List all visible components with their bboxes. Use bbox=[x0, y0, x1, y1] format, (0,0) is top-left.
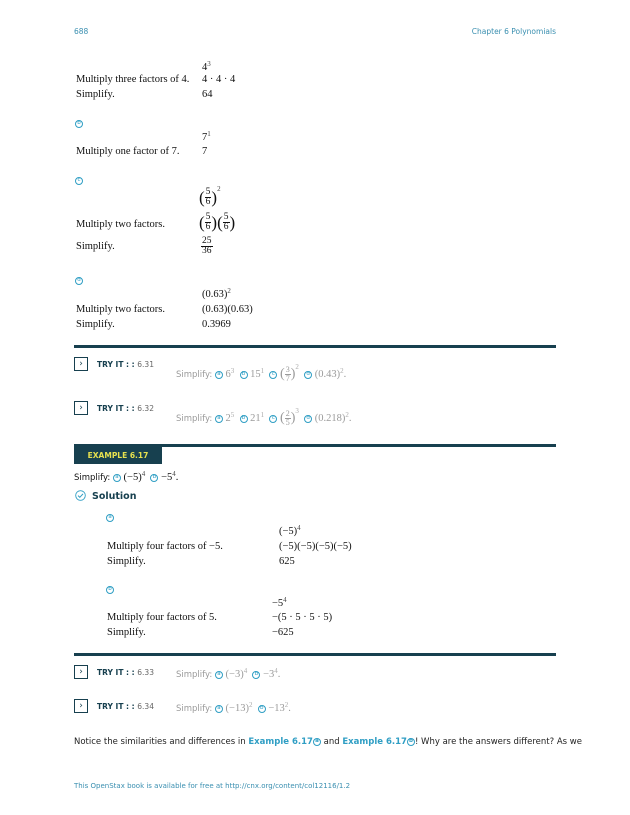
solution-a-step2-label: Simplify. bbox=[107, 556, 146, 567]
try-it-6-33-problem: Simplify: a $(-3)^4$ $b -3^4$. bbox=[176, 667, 281, 680]
example-badge: EXAMPLE 6.17 bbox=[74, 447, 162, 464]
part-d-expression: $(0.63)^2$ bbox=[202, 287, 231, 300]
example-end-divider bbox=[74, 653, 556, 656]
part-d-step1-label: Multiply two factors. bbox=[76, 304, 165, 315]
solution-b-marker-icon: b bbox=[106, 584, 114, 595]
part-c-marker-icon: c bbox=[75, 175, 83, 186]
try-it-6-31-arrow-icon[interactable]: › bbox=[74, 357, 88, 371]
part-a-step1-label: Multiply three factors of 4. bbox=[76, 74, 190, 85]
part-d-step2-value: 0.3969 bbox=[202, 319, 231, 330]
part-c-step1-label: Multiply two factors. bbox=[76, 219, 165, 230]
example-problem: Simplify: a $(-5)^4$ $b -5^4$. bbox=[74, 470, 179, 483]
solution-a-expression: $(-5)^4$ bbox=[279, 524, 301, 537]
solution-a-marker-icon: a bbox=[106, 512, 114, 523]
solution-b-step2-value: −625 bbox=[272, 627, 294, 638]
solution-a-step1-label: Multiply four factors of −5. bbox=[107, 541, 223, 552]
part-a-expression: $4^3$ bbox=[202, 60, 211, 73]
try-it-6-34-problem: Simplify: a $(-13)^2$ $b -13^2$. bbox=[176, 701, 291, 714]
part-d-marker-icon: d bbox=[75, 275, 83, 286]
closing-paragraph: Notice the similarities and differences in Example 6.17 a and Example 6.17 b ! Why are the answers different? As we bbox=[74, 737, 582, 747]
part-c-step2-label: Simplify. bbox=[76, 241, 115, 252]
try-it-6-32-title: TRY IT : : 6.32 bbox=[97, 404, 154, 413]
part-a-step2-value: 64 bbox=[202, 89, 213, 100]
try-it-6-31-title: TRY IT : : 6.31 bbox=[97, 360, 154, 369]
part-a-step2-label: Simplify. bbox=[76, 89, 115, 100]
try-it-6-32-arrow-icon[interactable]: › bbox=[74, 401, 88, 415]
try-it-6-32-problem: Simplify: a $2^5$ b $21^1$ c ( $\frac{2}{5}$ )$^3$ d $(0.218)^2$. bbox=[176, 406, 352, 427]
solution-a-step2-value: 625 bbox=[279, 556, 295, 567]
try-it-6-33-arrow-icon[interactable]: › bbox=[74, 665, 88, 679]
part-b-step1-label: Multiply one factor of 7. bbox=[76, 146, 180, 157]
page-number: 688 bbox=[74, 27, 89, 36]
part-c-step1-value: ( $\frac{5}{6}$ )( $\frac{5}{6}$ ) bbox=[199, 212, 236, 232]
part-d-step1-value: (0.63)(0.63) bbox=[202, 304, 253, 315]
solution-b-expression: $-5^4$ bbox=[272, 596, 287, 609]
solution-b-step2-label: Simplify. bbox=[107, 627, 146, 638]
try-it-6-31-problem: Simplify: a $6^3$ b $15^1$ c ( $\frac{3}{7}$ )$^2$ d $(0.43)^2$. bbox=[176, 362, 347, 383]
try-it-6-34-arrow-icon[interactable]: › bbox=[74, 699, 88, 713]
part-a-step1-value: 4 · 4 · 4 bbox=[202, 74, 236, 85]
try-it-6-34-title: TRY IT : : 6.34 bbox=[97, 702, 154, 711]
part-b-expression: $7^1$ bbox=[202, 130, 211, 143]
footer-text[interactable]: This OpenStax book is available for free at http://cnx.org/content/col12116/1.2 bbox=[74, 782, 351, 790]
example-6-17-link-a[interactable]: Example 6.17 a bbox=[248, 737, 321, 747]
solution-b-step1-value: −(5 · 5 · 5 · 5) bbox=[272, 612, 333, 623]
section-divider bbox=[74, 345, 556, 348]
solution-title: Solution bbox=[92, 491, 137, 502]
part-b-step1-value: 7 bbox=[202, 146, 208, 157]
part-c-expression: ( $\frac{5}{6}$ )$^2$ bbox=[199, 184, 221, 207]
part-c-step2-value: $\frac{25}{36}$ bbox=[202, 236, 212, 256]
chapter-title: Chapter 6 Polynomials bbox=[471, 27, 556, 36]
part-b-marker-icon: b bbox=[75, 118, 83, 129]
part-d-step2-label: Simplify. bbox=[76, 319, 115, 330]
example-6-17-link-b[interactable]: Example 6.17 b bbox=[342, 737, 415, 747]
solution-b-step1-label: Multiply four factors of 5. bbox=[107, 612, 217, 623]
try-it-6-33-title: TRY IT : : 6.33 bbox=[97, 668, 154, 677]
solution-check-icon bbox=[75, 490, 86, 504]
solution-a-step1-value: (−5)(−5)(−5)(−5) bbox=[279, 541, 352, 552]
